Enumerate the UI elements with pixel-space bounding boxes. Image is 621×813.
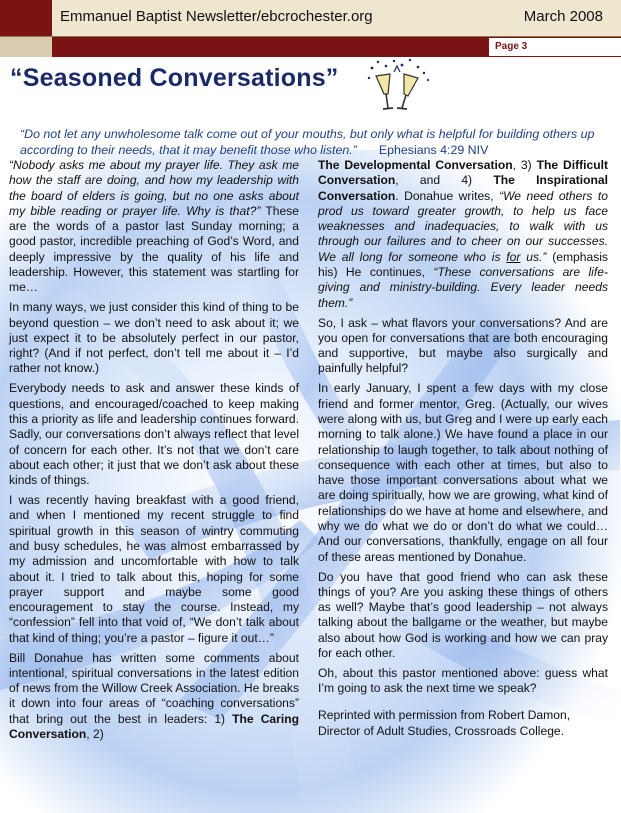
paragraph: Bill Donahue has written some comments about intentional, spiritual conversations in the latest edition of news from the Willow Creek Association. He breaks it down into four areas of “coaching conversations” that bring out the best in leaders: 1) The Caring Conversation, 2) (9, 650, 299, 742)
band-left-block (0, 37, 52, 57)
right-column (318, 158, 608, 744)
paragraph: The Developmental Conversation, 3) The Difficult Conversation, and 4) The Inspirational Conversation. Donahue writes, “We need others to prod us toward greater growth, to help us face weaknesses and inadequacies, to walk with us through our failures and to cheer on our successes. We all long for someone who is for us.” (emphasis his) He continues, “These conversations are life-giving and ministry-building. Every leader needs them.” (318, 158, 609, 310)
difficult-conversation-label: The Difficult Conversation (318, 158, 608, 188)
scripture-epigraph (20, 127, 610, 158)
header-band (0, 37, 621, 57)
paragraph: In early January, I spent a few days with my close friend and former mentor, Greg. (Actually, our wives were along with us, but Greg and I were up early each morning to talk alone.) We have found a place in our relationship to laugh together, to talk about nothing of consequence with each other at times, but also to have those important conversations about what we are doing spiritually, how we are growing, what kind of relationships do we have at home and elsewhere, and why we do what we do or don’t do what we could… And our conversations, thankfully, engage on all four of these areas mentioned by Donahue. (318, 381, 608, 564)
paragraph: I was recently having breakfast with a good friend, and when I mentioned my recent struggle to find spiritual growth in this season of wintry commuting and busy schedules, he was almost embarrassed by my admission and uncomfortable with how to talk about it. I tried to talk about this, hoping for some prayer support and maybe some good encouragement to stay the course. Instead, my “confession” fell into that void of, “We don’t talk about that kind of thing; you’re a pastor – figure it out…” (9, 493, 299, 645)
header-accent-block (0, 0, 52, 36)
epigraph-reference: Ephesians 4:29 NIV (378, 142, 489, 157)
newsletter-header (0, 0, 621, 37)
band-maroon-bar (52, 37, 489, 57)
epigraph-text: “Do not let any unwholesome talk come out of your mouths, but only what is helpful for building others up according to their needs, that it may benefit those who listen.” (20, 127, 595, 157)
emphasized-word: for (506, 249, 521, 264)
page-number: Page 3 (495, 41, 528, 52)
developmental-conversation-label: The Developmental Conversation (318, 158, 513, 172)
paragraph: Do you have that good friend who can ask these things of you? Are you asking these things of others as well? Maybe that’s good leadership – not always talking about the ballgame or the weather, but maybe also about how God is working and how we can pray for each other. (318, 569, 608, 660)
pastor-quote: “Nobody asks me about my prayer life. They ask me how the staff are doing, and how my leadership with the board of elders is going, but no one asks about my bible reading or prayer life. Why is that?” (9, 158, 299, 218)
donahue-quote-continued: “These conversations are life-giving and ministry-building. Every leader needs them.” (318, 265, 608, 310)
paragraph: In many ways, we just consider this kind of thing to be beyond question – we don’t need to ask about it; we just expect it to be absolutely perfect in our pastor, right? (And if not perfect, don’t tell me about it – I’d rather not know.) (9, 300, 299, 376)
inspirational-conversation-label: The Inspirational Conversation (318, 173, 609, 203)
paragraph: Everybody needs to ask and answer these kinds of questions, and encouraged/coached to keep making this a priority as life and leadership continues forward. Sadly, our conversations don’t always reflect that level of concern for each other. It’s not that we don’t care about each other; it just that we don’t ask about these kinds of things. (9, 381, 299, 488)
donahue-quote: “We need others to prod us toward greater growth, to help us face weaknesses and inadequacies, to walk with us through our failures and to cheer on our successes. We all long for someone who is for us.” (318, 188, 608, 264)
left-column (9, 158, 299, 747)
paragraph: “Nobody asks me about my prayer life. They ask me how the staff are doing, and how my leadership with the board of elders is going, but no one asks about my bible reading or prayer life. Why is that?” These are the words of a pastor last Sunday morning; a good pastor, incredible preaching of God’s Word, and deeply impressive by the quality of his life and leadership. However, this statement was startling for me… (9, 158, 299, 295)
paragraph: So, I ask – what flavors your conversations? And are you open for conversations that are both encouraging and supportive, but maybe also surgically and painfully helpful? (318, 315, 608, 376)
issue-date: March 2008 (523, 8, 603, 25)
champagne-toast-icon (364, 58, 434, 113)
newsletter-title: Emmanuel Baptist Newsletter/ebcrochester.org (60, 8, 373, 25)
caring-conversation-label: The Caring Conversation (9, 711, 299, 742)
article-title: “Seasoned Conversations” (10, 64, 339, 92)
paragraph: Oh, about this pastor mentioned above: guess what I’m going to ask the next time we speak? (318, 665, 608, 696)
reprint-credit: Reprinted with permission from Robert Damon, Director of Adult Studies, Crossroads College. (318, 708, 571, 738)
page-indicator (489, 37, 621, 57)
